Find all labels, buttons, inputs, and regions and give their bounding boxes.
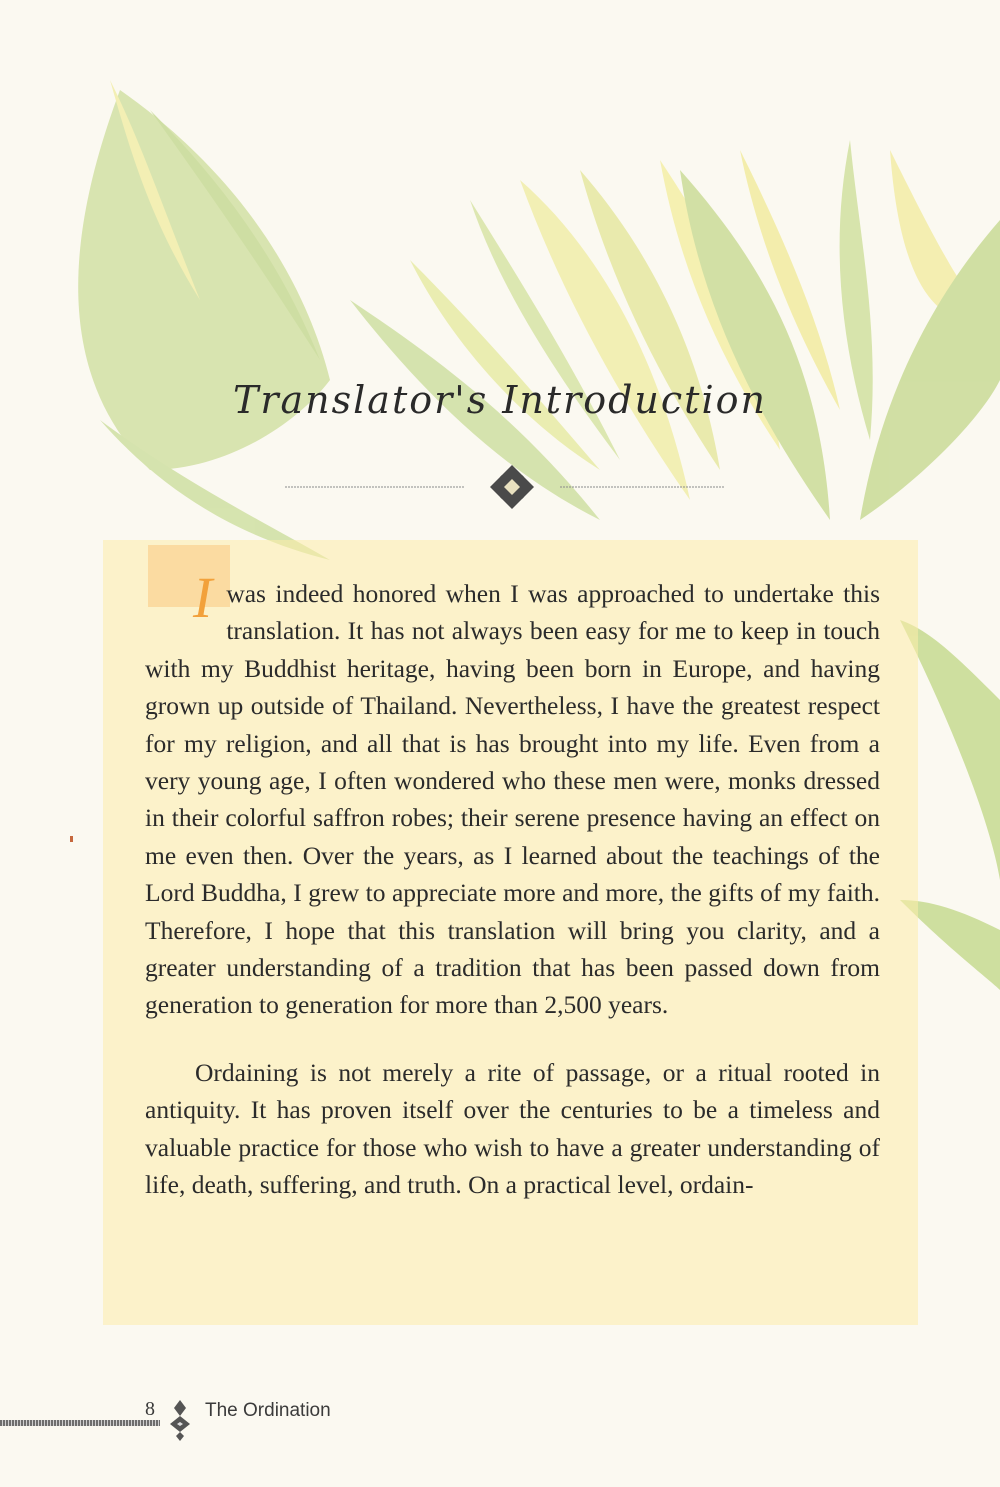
body-text <box>145 565 880 1204</box>
footer-rule <box>0 1420 160 1426</box>
page-title: Translator's Introduction <box>233 378 767 422</box>
paragraph-1 <box>145 565 880 1024</box>
diamond-ornament-icon <box>490 465 534 509</box>
page-number: 8 <box>145 1398 155 1420</box>
dropcap: I <box>193 565 213 630</box>
title-ornament <box>0 460 1000 510</box>
footer-diamond-icon <box>168 1398 192 1442</box>
paragraph-2: Ordaining is not merely a rite of passage, or a ritual rooted in antiquity. It has proven itself over the centuries to be a timeless and valuable practice for those who wish to have a greater understanding of life, death, suffering, and truth. On a practical level, ordain- <box>145 1057 880 1200</box>
paragraph-1-text: was indeed honored when I was approached to undertake this translation. It has not always been easy for me to keep in touch with my Buddhist heritage, having been born in Europe, and having grown up outside of Thailand. Nevertheless, I have the greatest respect for my religion, and all that is has brought into my life. Even from a very young age, I often wondered who these men were, monks dressed in their colorful saffron robes; their serene presence having an effect on me even then. Over the years, as I learned about the teachings of the Lord Buddha, I grew to appreciate more and more, the gifts of my faith. Therefore, I hope that this translation will bring you clarity, and a greater understanding of a tradition that has been passed down from generation to generation for more than 2,500 years. <box>145 579 880 1020</box>
footer-book-title: The Ordination <box>205 1400 331 1421</box>
margin-mark <box>70 836 73 842</box>
